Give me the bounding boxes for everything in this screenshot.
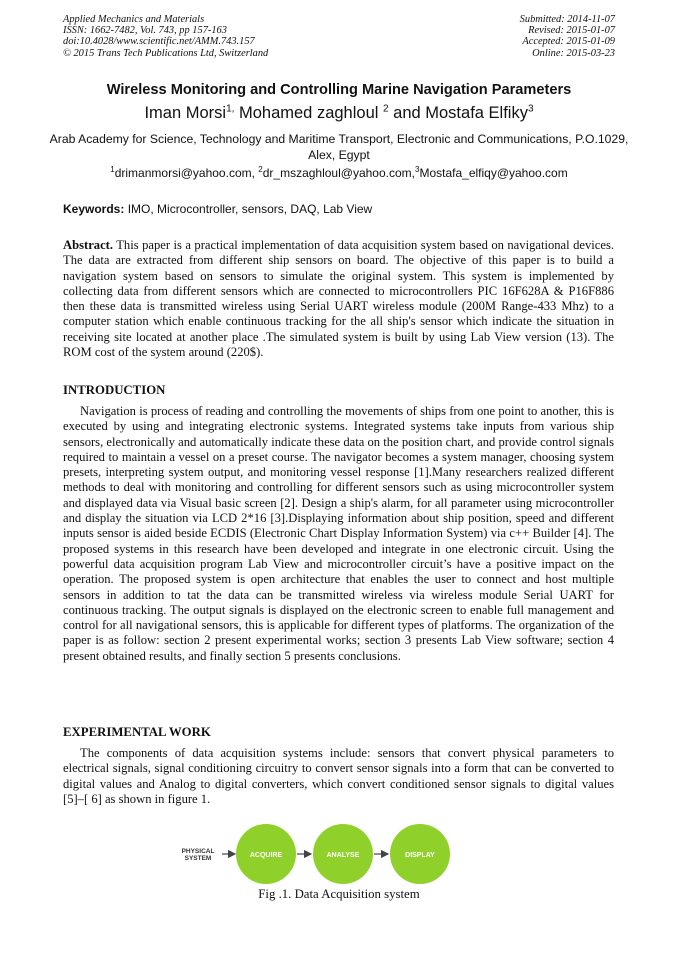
journal-copyright: © 2015 Trans Tech Publications Ltd, Switzerland xyxy=(63,47,269,59)
author-2-mark: 2 xyxy=(383,103,389,115)
paper-title: Wireless Monitoring and Controlling Marine Navigation Parameters xyxy=(106,82,572,98)
email-1: drimanmorsi@yahoo.com, xyxy=(114,166,259,180)
experimental-heading: EXPERIMENTAL WORK xyxy=(63,725,211,739)
abstract-text: This paper is a practical implementation of data acquisition system based on navigational devices. The data are extracted from different ship sensors on board. The objective of this paper is to build a navigation system based on sensors to simulate the original system. This system is implemented by collecting data from different sensors which are connected to microcontrollers PIC 16F628A & P16F886 then these data is transmitted wireless using Serial UART wireless module (200M Range-433 Mhz) to a computer station which enable continuous tracking for the all ship's sensor which indicate the situation in receiving site located at another place .The simulated system is built by using Lab View version (13). The ROM cost of the system around (220$). xyxy=(63,238,614,360)
journal-info xyxy=(63,14,268,59)
node-display-label: DISPLAY xyxy=(405,852,435,859)
email-2-mark: 2 xyxy=(258,165,263,174)
journal-issn: ISSN: 1662-7482, Vol. 743, pp 157-163 xyxy=(63,25,227,37)
author-list xyxy=(0,104,678,123)
input-label-line2: SYSTEM xyxy=(184,855,212,862)
abstract-label: Abstract. xyxy=(63,238,114,252)
submission-dates xyxy=(520,14,615,59)
email-3-mark: 3 xyxy=(415,165,420,174)
figure-caption: Fig .1. Data Acquisition system xyxy=(258,887,420,901)
date-accepted: Accepted: 2015-01-09 xyxy=(522,36,615,48)
date-revised: Revised: 2015-01-07 xyxy=(528,25,615,37)
journal-name: Applied Mechanics and Materials xyxy=(63,14,205,25)
email-list xyxy=(0,166,678,180)
keywords-text: IMO, Microcontroller, sensors, DAQ, Lab View xyxy=(124,202,373,216)
email-1-mark: 1 xyxy=(110,165,115,174)
intro-heading: INTRODUCTION xyxy=(63,383,166,397)
affiliation: Arab Academy for Science, Technology and Maritime Transport, Electronic and Communications, P.O.1029, Alex, Egypt xyxy=(49,132,629,162)
keywords xyxy=(63,202,372,216)
email-3: Mostafa_elfiqy@yahoo.com xyxy=(419,166,568,180)
email-2: dr_mszaghloul@yahoo.com, xyxy=(262,166,415,180)
experimental-paragraph: The components of data acquisition systems include: sensors that convert physical parameters to electrical signals, signal conditioning circuitry to convert sensor signals into a form that can be converted to digital values and Analog to digital converters, which convert conditioned sensor signals to digital values [5]–[ 6] as shown in figure 1. xyxy=(63,746,614,806)
node-analyse-label: ANALYSE xyxy=(326,852,360,859)
node-acquire-label: ACQUIRE xyxy=(249,852,283,859)
abstract xyxy=(63,238,614,360)
date-online: Online: 2015-03-23 xyxy=(532,47,615,59)
input-label-line1: PHYSICAL xyxy=(181,848,215,855)
author-3: and Mostafa Elfiky xyxy=(388,104,528,122)
journal-doi: doi:10.4028/www.scientific.net/AMM.743.157 xyxy=(63,36,255,48)
author-2: Mohamed zaghloul xyxy=(234,104,383,122)
author-1: Iman Morsi xyxy=(144,104,227,122)
data-acquisition-diagram xyxy=(0,822,678,892)
intro-paragraph: Navigation is process of reading and controlling the movements of ships from one point to another, this is executed by using and integrating electronic systems. Integrated systems take inputs from various ship sensors, electronically and automatically indicate these data on the position chart, and provide control signals required to maintain a vessel on a preset course. The navigator becomes a system manager, choosing system presets, interpreting system output, and monitoring vessel response [1].Many researchers realized different methods to deal with monitoring and controlling for different sensors such as using microcontroller system and displayed data via Visual basic screen [2]. Design a ship's alarm, for all parameter using microcontroller and display the situation via LCD 2*16 [3].Displaying information about ship position, speed and different inputs sensor is aided beside ECDIS (Electronic Chart Display Information System) via c++ Builder [4]. The proposed systems in this research have been developed and integrate in one electronic circuit. Using the powerful data acquisition program Lab View and microcontroller circuit’s have a positive impact on the operation. The proposed system is open architecture that enables the user to connect and host multiple sensors in addition to tat the data can be transmitted wireless via wireless module Serial UART for continuous tracking. The output signals is displayed on the electronic screen to enable full management and control for all navigational sensors, this is applicable for different types of platforms. The organization of the paper is as follow: section 2 present experimental works; section 3 presents Lab View software; section 4 present obtained results, and finally section 5 presents conclusions. xyxy=(63,404,614,663)
keywords-label: Keywords: xyxy=(63,202,125,216)
author-3-mark: 3 xyxy=(527,103,534,115)
date-submitted: Submitted: 2014-11-07 xyxy=(519,14,615,25)
author-1-mark: 1, xyxy=(226,103,235,115)
